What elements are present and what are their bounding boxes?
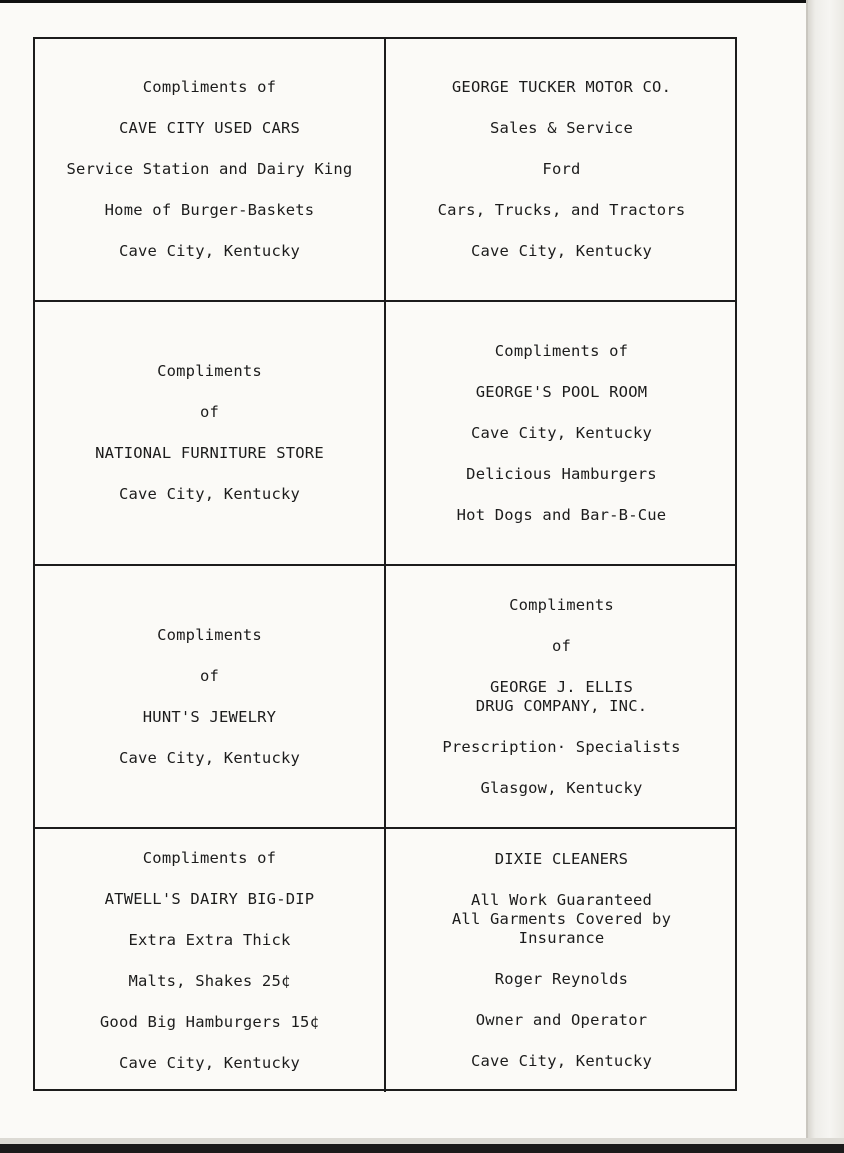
ad-guarantee-group <box>452 891 671 948</box>
ad-line: Extra Extra Thick <box>128 930 291 949</box>
ad-location: Cave City, Kentucky <box>118 1053 301 1072</box>
ad-george-tucker-motor <box>386 39 737 302</box>
book-spine <box>808 0 844 1144</box>
ad-business-name: DIXIE CLEANERS <box>494 850 629 868</box>
ad-location: Cave City, Kentucky <box>118 242 301 260</box>
ad-line: of <box>551 636 572 655</box>
ad-line: Compliments of <box>494 341 629 360</box>
ad-business-name: GEORGE'S POOL ROOM <box>475 382 648 401</box>
ad-line: Insurance <box>518 929 605 947</box>
ad-line: Prescription· Specialists <box>442 737 681 756</box>
ad-line: Delicious Hamburgers <box>466 464 657 483</box>
ad-line: Good Big Hamburgers 15¢ <box>99 1012 320 1031</box>
ad-business-name-group <box>476 678 648 716</box>
ad-georges-pool-room <box>386 302 737 566</box>
ad-location: Cave City, Kentucky <box>470 242 653 260</box>
page-bottom-edge <box>0 1144 844 1153</box>
ad-line: of <box>199 403 220 421</box>
ad-line: of <box>199 666 220 685</box>
ad-national-furniture-store <box>35 302 386 566</box>
ad-location: Cave City, Kentucky <box>470 1052 653 1070</box>
ad-line: Cars, Trucks, and Tractors <box>437 201 686 219</box>
ad-location: Cave City, Kentucky <box>118 748 301 767</box>
ad-line: Compliments of <box>142 78 277 96</box>
ad-line: Hot Dogs and Bar-B-Cue <box>456 505 667 524</box>
ad-location: Cave City, Kentucky <box>470 423 653 442</box>
ad-business-name: HUNT'S JEWELRY <box>142 707 277 726</box>
ad-business-name: CAVE CITY USED CARS <box>118 119 301 137</box>
ad-line: Compliments of <box>142 848 277 867</box>
ad-grid <box>33 37 737 1091</box>
ad-business-name: NATIONAL FURNITURE STORE <box>95 444 324 462</box>
ad-line: Owner and Operator <box>475 1011 648 1029</box>
ad-location: Glasgow, Kentucky <box>480 778 643 797</box>
ad-cave-city-used-cars <box>35 39 386 302</box>
ad-location: Cave City, Kentucky <box>118 485 301 503</box>
ad-line: Compliments <box>157 625 262 644</box>
ad-line: Service Station and Dairy King <box>66 160 353 178</box>
ad-line: Compliments <box>157 362 262 380</box>
ad-george-j-ellis-drug <box>386 566 737 829</box>
ad-line: Home of Burger-Baskets <box>104 201 315 219</box>
ad-business-name: GEORGE J. ELLIS <box>490 677 633 696</box>
ad-line: Malts, Shakes 25¢ <box>128 971 291 990</box>
ad-atwells-dairy-big-dip <box>35 829 386 1092</box>
ad-line: All Garments Covered by <box>451 910 672 928</box>
ad-line: All Work Guaranteed <box>470 891 653 909</box>
ad-business-name: ATWELL'S DAIRY BIG-DIP <box>104 889 315 908</box>
ad-line: Ford <box>542 160 581 178</box>
ad-line: Compliments <box>509 595 614 614</box>
ad-line: Sales & Service <box>490 119 633 137</box>
ad-dixie-cleaners <box>386 829 737 1092</box>
ad-line: Roger Reynolds <box>494 970 629 988</box>
ad-business-name: DRUG COMPANY, INC. <box>475 696 648 715</box>
ad-hunts-jewelry <box>35 566 386 829</box>
page-top-edge <box>0 0 820 3</box>
ad-business-name: GEORGE TUCKER MOTOR CO. <box>451 78 672 96</box>
